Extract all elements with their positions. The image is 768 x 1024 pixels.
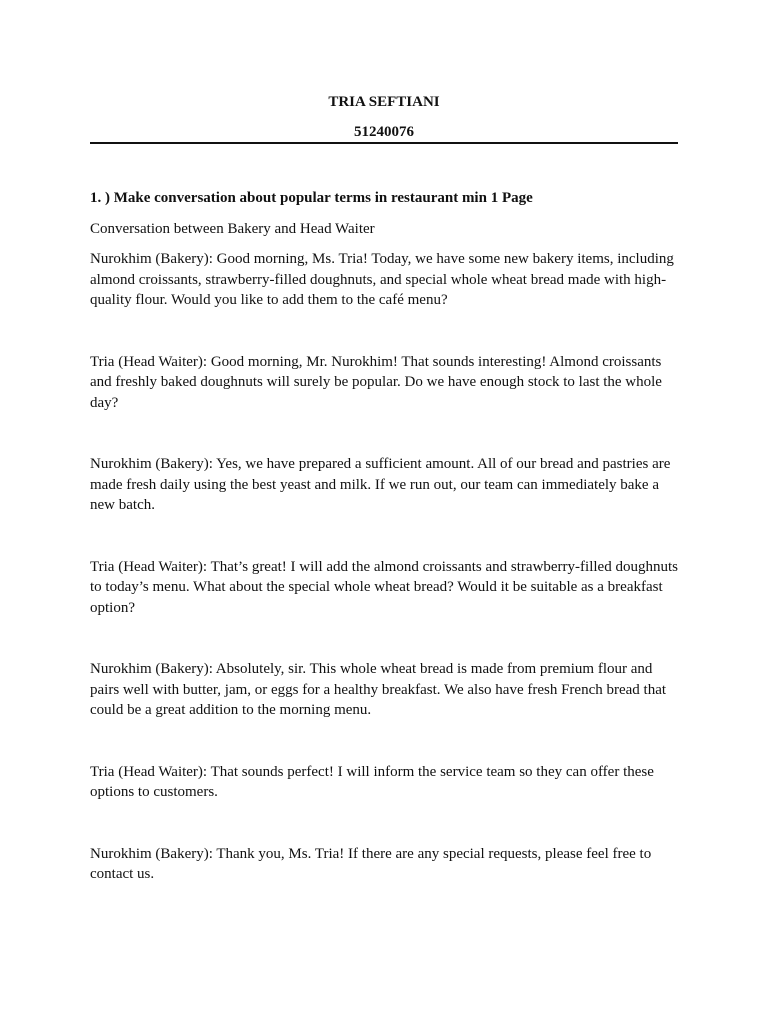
conversation-subtitle: Conversation between Bakery and Head Waiter bbox=[90, 220, 375, 237]
dialogue-turn: Nurokhim (Bakery): Absolutely, sir. This whole wheat bread is made from premium flour and pairs well with butter, jam, or eggs for a healthy breakfast. We also have fresh French bread that could be a great addition to the morning menu. bbox=[90, 661, 667, 718]
dialogue-turn: Tria (Head Waiter): That’s great! I will add the almond croissants and strawberry-filled doughnuts to today’s menu. What about the special whole wheat bread? Would it be suitable as a breakfast option? bbox=[90, 558, 678, 616]
dialogue-turn: Nurokhim (Bakery): Thank you, Ms. Tria! If there are any special requests, please feel free to contact us. bbox=[90, 845, 652, 882]
student-id: 51240076 bbox=[354, 124, 414, 140]
author-name: TRIA SEFTIANI bbox=[328, 94, 440, 110]
dialogue-turn: Nurokhim (Bakery): Yes, we have prepared a sufficient amount. All of our bread and pastries are made fresh daily using the best yeast and milk. If we run out, our team can immediately bake a new batch. bbox=[90, 456, 671, 513]
document-body bbox=[90, 188, 680, 885]
dialogue-list bbox=[90, 249, 680, 885]
dialogue-turn: Tria (Head Waiter): Good morning, Mr. Nurokhim! That sounds interesting! Almond croissants and freshly baked doughnuts will surely be popular. Do we have enough stock to last the whole day? bbox=[90, 353, 662, 411]
header-divider bbox=[90, 142, 678, 144]
dialogue-turn: Nurokhim (Bakery): Good morning, Ms. Tria! Today, we have some new bakery items, including almond croissants, strawberry-filled doughnuts, and special whole wheat bread made with high-quality flour. Would you like to add them to the café menu? bbox=[90, 251, 674, 308]
question-heading: 1. ) Make conversation about popular terms in restaurant min 1 Page bbox=[90, 190, 533, 206]
dialogue-turn: Tria (Head Waiter): That sounds perfect! I will inform the service team so they can offer these options to customers. bbox=[90, 763, 654, 800]
